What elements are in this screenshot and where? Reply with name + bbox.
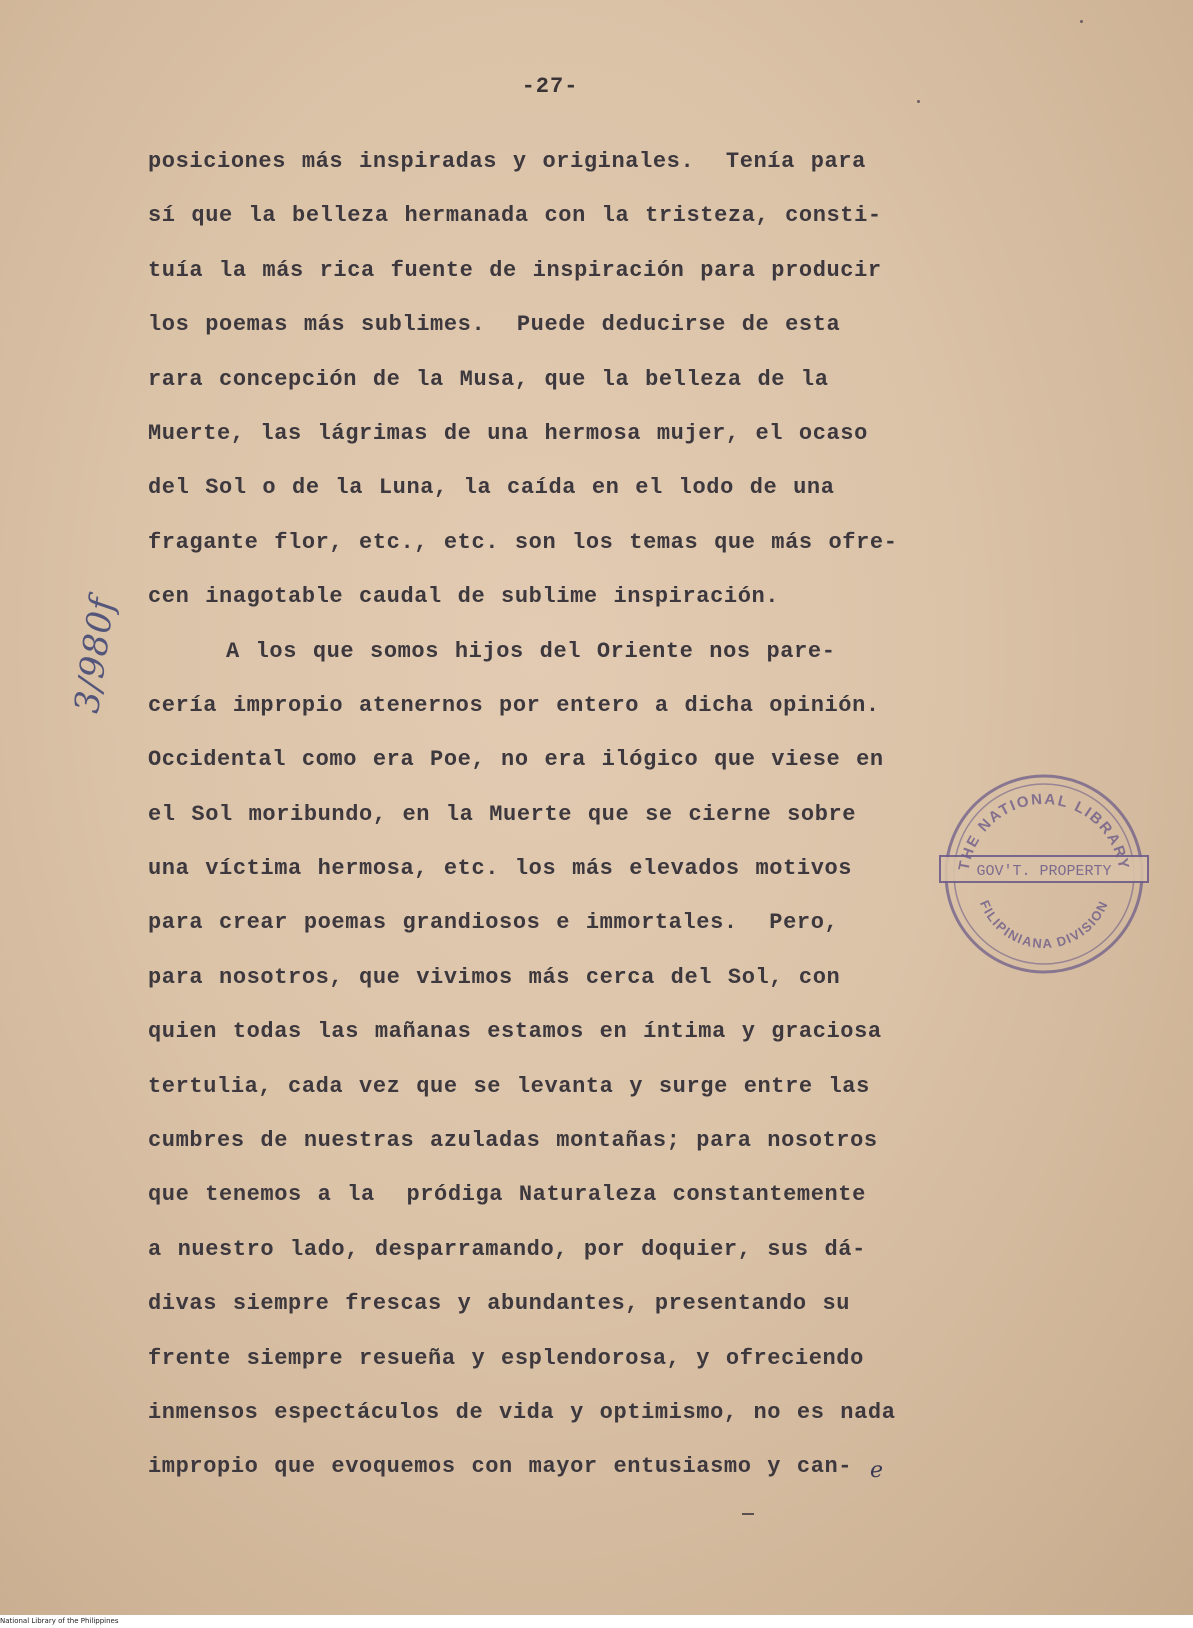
text-line: para nosotros, que vivimos más cerca del Sol, con — [148, 964, 841, 990]
text-line: cen inagotable caudal de sublime inspiración. — [148, 584, 780, 610]
text-line: para crear poemas grandiosos e immortales. Pero, — [148, 910, 839, 936]
paper-speck — [917, 100, 920, 103]
text-line: Muerte, las lágrimas de una hermosa mujer, el ocaso — [148, 420, 868, 446]
text-line: impropio que evoquemos con mayor entusiasmo y can- — [148, 1454, 853, 1480]
text-line: los poemas más sublimes. Puede deducirse de esta — [148, 312, 841, 338]
text-line: frente siempre resueña y esplendorosa, y ofreciendo — [148, 1345, 864, 1371]
text-line: sí que la belleza hermanada con la tristeza, consti- — [148, 203, 882, 229]
body-text — [148, 146, 1008, 1506]
stamp-band-text: GOV'T. PROPERTY — [976, 863, 1112, 880]
text-line: rara concepción de la Musa, que la belleza de la — [148, 366, 829, 392]
text-line: quien todas las mañanas estamos en íntima y graciosa — [148, 1019, 882, 1045]
text-line: una víctima hermosa, etc. los más elevados motivos — [148, 856, 853, 882]
stamp-top-text: THE NATIONAL LIBRARY — [955, 790, 1133, 872]
text-line: Occidental como era Poe, no era ilógico que viese en — [148, 747, 884, 773]
page-number: -27- — [521, 74, 579, 99]
text-line: inmensos espectáculos de vida y optimismo, no es nada — [148, 1399, 896, 1425]
footer-credit: National Library of the Philippines — [0, 1617, 119, 1625]
text-line: cería impropio atenernos por entero a dicha opinión. — [148, 692, 880, 718]
paper-mark — [742, 1513, 754, 1515]
text-line: a nuestro lado, desparramando, por doquier, sus dá- — [148, 1236, 866, 1262]
stamp-bottom-text: FILIPINIANA DIVISION — [977, 897, 1112, 952]
text-line: del Sol o de la Luna, la caída en el lodo de una — [148, 475, 835, 501]
text-line: divas siempre frescas y abundantes, presentando su — [148, 1291, 851, 1317]
text-line: fragante flor, etc., etc. son los temas que más ofre- — [148, 529, 898, 555]
text-line: posiciones más inspiradas y originales. Tenía para — [148, 149, 866, 174]
handwritten-margin-note: 3/980f — [67, 594, 123, 716]
library-stamp — [938, 768, 1150, 980]
text-line: A los que somos hijos del Oriente nos pare- — [226, 638, 836, 664]
text-line: cumbres de nuestras azuladas montañas; para nosotros — [148, 1128, 878, 1154]
text-line: tuía la más rica fuente de inspiración para producir — [148, 257, 882, 283]
text-line: tertulia, cada vez que se levanta y surge entre las — [148, 1073, 870, 1099]
handwritten-correction: e — [870, 1458, 884, 1483]
paper-speck — [1080, 20, 1083, 23]
text-line: el Sol moribundo, en la Muerte que se cierne sobre — [148, 801, 857, 827]
text-line: que tenemos a la pródiga Naturaleza constantemente — [148, 1182, 866, 1208]
